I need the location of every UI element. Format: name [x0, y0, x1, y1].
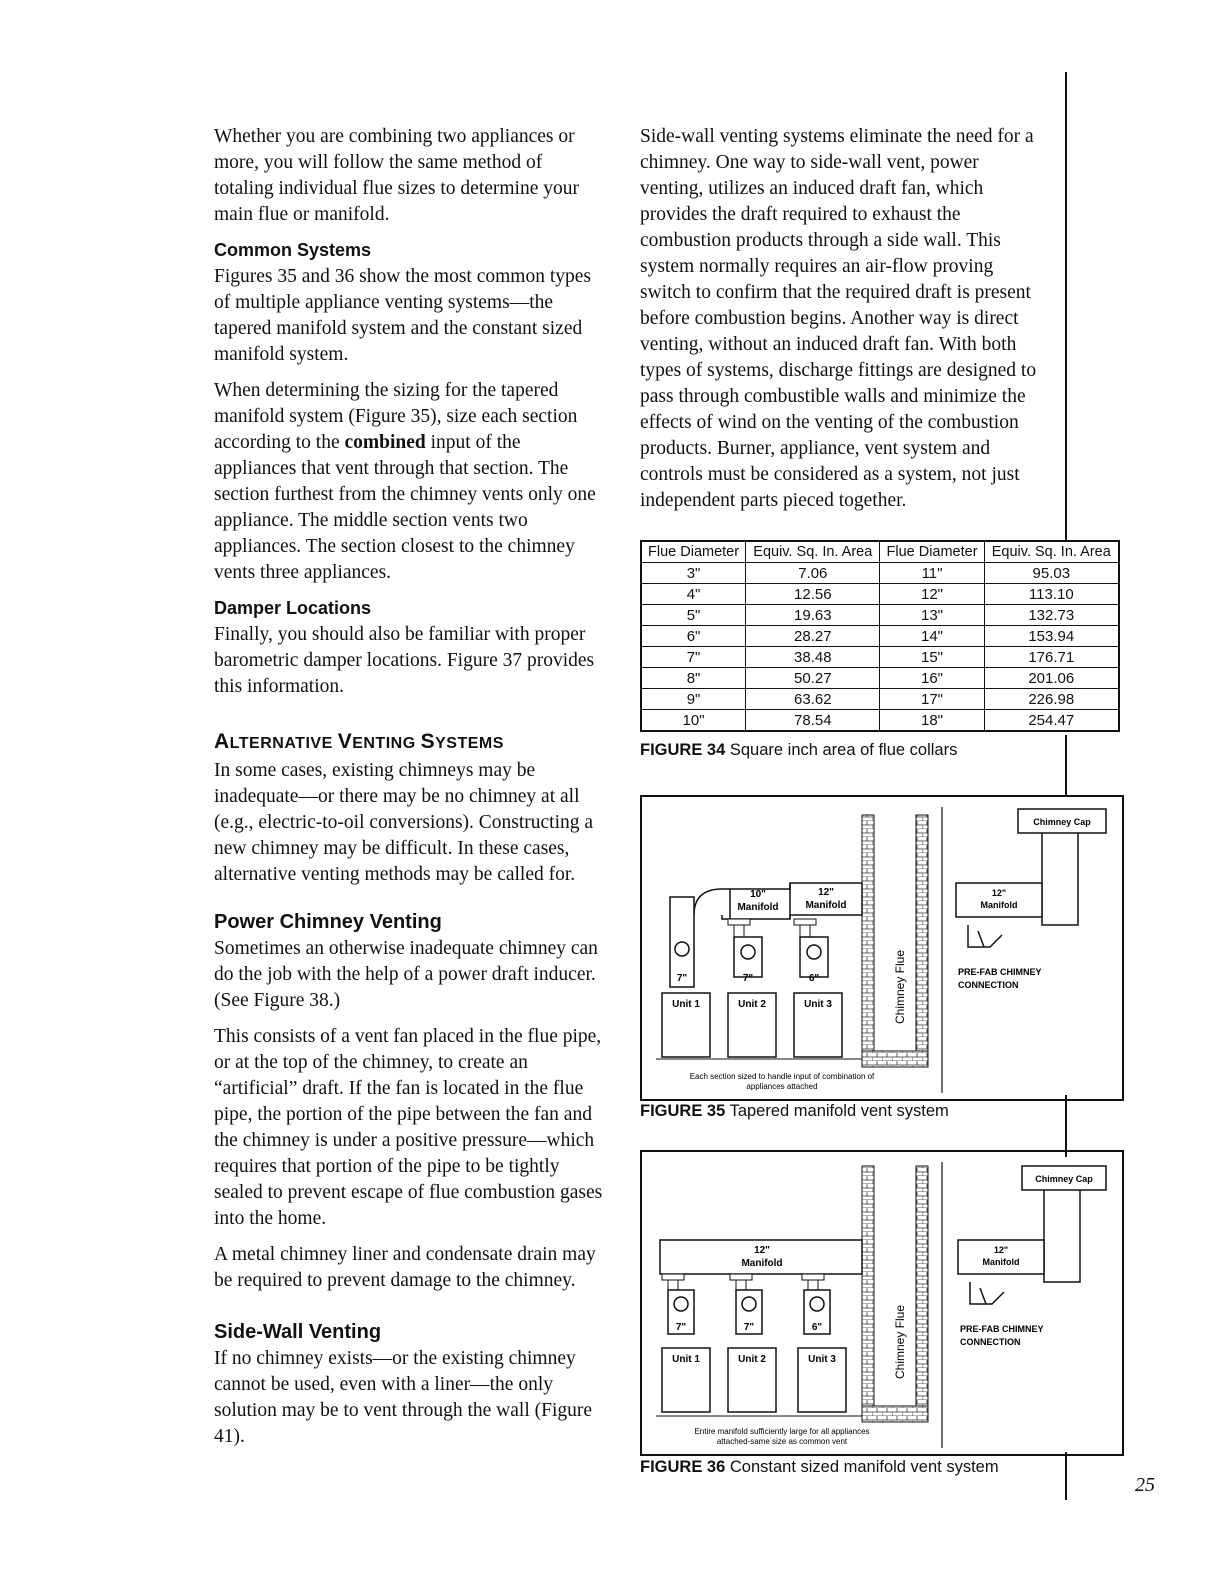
figure-36-note-line-1: Entire manifold sufficiently large for all appliances	[694, 1427, 870, 1436]
pipe-3-size: 6"	[808, 973, 820, 984]
figure-36-caption	[640, 1458, 999, 1477]
common-systems-paragraph-2	[214, 378, 606, 586]
table-cell: 63.62	[746, 689, 880, 710]
power-chimney-paragraph-2: This consists of a vent fan placed in the flue pipe, or at the top of the chimney, to create an “artificial” draft. If the fan is located in the flue pipe, the portion of the pipe between the fan and the chimney is under a positive pressure—which requires that portion of the pipe to be tightly sealed to prevent escape of flue combustion gases into the home.	[214, 1026, 603, 1229]
power-chimney-paragraph-3: A metal chimney liner and condensate drain may be required to prevent damage to the chimney.	[214, 1244, 596, 1291]
table-cell: 132.73	[984, 605, 1119, 626]
heading-letter-s: S	[420, 730, 436, 753]
para2-text-after: input of the appliances that vent through that section. The section furthest from the chimney vents only one appliance. The middle section vents two appliances. The section closest to the chimney vents three appliances.	[214, 432, 596, 583]
prefab-manifold-word: Manifold	[980, 900, 1018, 910]
damper-icon	[742, 1297, 756, 1311]
damper-symbol	[970, 1282, 1004, 1304]
common-systems-heading: Common Systems	[214, 240, 372, 260]
figure-35-note-line-2: appliances attached	[746, 1082, 818, 1091]
table-row	[641, 626, 1119, 647]
table-cell: 3"	[641, 563, 746, 584]
table-cell: 19.63	[746, 605, 880, 626]
figure-35-text: Tapered manifold vent system	[725, 1102, 949, 1120]
column-rule-mid2	[1065, 1095, 1067, 1157]
chimney-right-wall	[916, 1166, 928, 1422]
side-wall-heading: Side-Wall Venting	[214, 1321, 382, 1343]
table-cell: 28.27	[746, 626, 880, 647]
table-cell: 176.71	[984, 647, 1119, 668]
table-row	[641, 647, 1119, 668]
manifold-a-size: 10"	[750, 889, 766, 900]
heading-letter-v: V	[337, 730, 353, 753]
chimney-flue-label: Chimney Flue	[893, 949, 907, 1025]
alternative-paragraph: In some cases, existing chimneys may be inadequate—or there may be no chimney at all (e.g., electric-to-oil conversions). Constructing a new chimney may be difficult. In these cases, alternative venting methods may be called for.	[214, 760, 594, 885]
figure-36-text: Constant sized manifold vent system	[725, 1458, 999, 1476]
chimney-base	[862, 1406, 928, 1422]
column-rule-bottom	[1065, 1452, 1067, 1500]
table-cell: 17"	[880, 689, 984, 710]
damper-icon	[741, 945, 755, 959]
alternative-venting-heading	[214, 730, 606, 754]
table-cell: 12.56	[746, 584, 880, 605]
side-wall-continued-paragraph: Side-wall venting systems eliminate the need for a chimney. One way to side-wall vent, power venting, utilizes an induced draft fan, which provides the draft required to exhaust the combustion products through a side wall. This system normally requires an air-flow proving switch to confirm that the required draft is present before combustion begins. Another way is direct venting, without an induced draft fan. With both types of systems, discharge fittings are designed to pass through combustible walls and minimize the effects of wind on the venting of the combustion products. Burner, appliance, vent system and controls must be considered as a system, not just independent parts pieced together.	[640, 126, 1037, 511]
right-column	[640, 124, 1040, 524]
figure-36-diagram	[640, 1150, 1124, 1456]
page-number: 25	[1135, 1474, 1155, 1496]
prefab-connection-line-1: PRE-FAB CHIMNEY	[958, 967, 1042, 977]
figure-36-note-line-2: attached-same size as common vent	[716, 1437, 848, 1446]
table-cell: 14"	[880, 626, 984, 647]
unit-2-label: Unit 2	[738, 999, 766, 1010]
pipe-3-size: 6"	[811, 1322, 823, 1333]
figure-36-label: FIGURE 36	[640, 1458, 726, 1476]
table-cell: 6"	[641, 626, 746, 647]
heading-rest-v: ENTING	[352, 735, 421, 752]
para2-text-before: When determining the sizing for the tapered manifold system (Figure 35), size each section according to the	[214, 380, 578, 453]
figure-35-diagram	[640, 795, 1124, 1101]
side-wall-paragraph: If no chimney exists—or the existing chimney cannot be used, even with a liner—the only solution may be to vent through the wall (Figure 41).	[214, 1348, 593, 1447]
table-row	[641, 563, 1119, 584]
damper-symbol	[968, 925, 1002, 947]
table-cell: 50.27	[746, 668, 880, 689]
chimney-flue-label: Chimney Flue	[893, 1304, 907, 1380]
header-area-1: Equiv. Sq. In. Area	[746, 541, 880, 563]
figure-35-label: FIGURE 35	[640, 1102, 726, 1120]
table-cell: 254.47	[984, 710, 1119, 732]
header-flue-diameter-1: Flue Diameter	[641, 541, 746, 563]
table-cell: 95.03	[984, 563, 1119, 584]
table-cell: 226.98	[984, 689, 1119, 710]
figure-34-caption	[640, 741, 957, 760]
table-cell: 7"	[641, 647, 746, 668]
chimney-cap-label: Chimney Cap	[1035, 1174, 1093, 1184]
figure-35-caption	[640, 1102, 949, 1121]
table-row	[641, 689, 1119, 710]
unit-1-label: Unit 1	[672, 999, 700, 1010]
table-cell: 11"	[880, 563, 984, 584]
damper-locations-paragraph: Finally, you should also be familiar with proper barometric damper locations. Figure 37 provides this information.	[214, 624, 595, 697]
damper-icon	[674, 1297, 688, 1311]
heading-rest-s: YSTEMS	[435, 735, 504, 752]
table-cell: 15"	[880, 647, 984, 668]
power-chimney-paragraph-1: Sometimes an otherwise inadequate chimney can do the job with the help of a power draft inducer. (See Figure 38.)	[214, 938, 598, 1011]
heading-rest-a: LTERNATIVE	[229, 735, 338, 752]
unit-1-label: Unit 1	[672, 1354, 700, 1365]
figure-34-label: FIGURE 34	[640, 741, 726, 759]
table-cell: 201.06	[984, 668, 1119, 689]
combined-emphasis: combined	[344, 432, 426, 453]
table-cell: 10"	[641, 710, 746, 732]
unit-3-label: Unit 3	[808, 1354, 836, 1365]
unit-3-label: Unit 3	[804, 999, 832, 1010]
table-cell: 153.94	[984, 626, 1119, 647]
manifold-a-word: Manifold	[737, 902, 779, 913]
heading-letter-a: A	[214, 730, 230, 753]
column-rule-top	[1065, 72, 1067, 542]
figure-35-note-line-1: Each section sized to handle input of combination of	[689, 1072, 875, 1081]
prefab-manifold-word: Manifold	[982, 1257, 1020, 1267]
table-cell: 38.48	[746, 647, 880, 668]
chimney-left-wall	[862, 1166, 874, 1406]
table-cell: 7.06	[746, 563, 880, 584]
chimney-left-wall	[862, 815, 874, 1051]
table-cell: 9"	[641, 689, 746, 710]
table-header-row	[641, 541, 1119, 563]
damper-icon	[807, 945, 821, 959]
manifold-size: 12"	[754, 1245, 770, 1256]
table-row	[641, 605, 1119, 626]
chimney-right-wall	[916, 815, 928, 1067]
power-chimney-heading: Power Chimney Venting	[214, 911, 442, 933]
table-row	[641, 584, 1119, 605]
pipe-1-size: 7"	[676, 973, 688, 984]
pipe-2-size: 7"	[743, 1322, 755, 1333]
pipe-1-size: 7"	[675, 1322, 687, 1333]
table-cell: 13"	[880, 605, 984, 626]
table-cell: 8"	[641, 668, 746, 689]
manifold-b-size: 12"	[818, 887, 834, 898]
figure-34-text: Square inch area of flue collars	[725, 741, 958, 759]
damper-locations-heading: Damper Locations	[214, 598, 372, 618]
table-cell: 78.54	[746, 710, 880, 732]
table-row	[641, 710, 1119, 732]
flue-area-table	[640, 540, 1120, 732]
common-systems-paragraph-1: Figures 35 and 36 show the most common types of multiple appliance venting systems—the tapered manifold system and the constant sized manifold system.	[214, 266, 591, 365]
header-flue-diameter-2: Flue Diameter	[880, 541, 984, 563]
left-column	[214, 124, 606, 1460]
damper-icon	[810, 1297, 824, 1311]
prefab-manifold-size: 12"	[991, 888, 1007, 898]
table-cell: 18"	[880, 710, 984, 732]
table-cell: 5"	[641, 605, 746, 626]
prefab-connection-line-2: CONNECTION	[960, 1337, 1021, 1347]
table-cell: 16"	[880, 668, 984, 689]
table-cell: 113.10	[984, 584, 1119, 605]
chimney-base	[862, 1051, 928, 1067]
prefab-connection-line-1: PRE-FAB CHIMNEY	[960, 1324, 1044, 1334]
manifold-b-word: Manifold	[805, 900, 847, 911]
column-rule-mid	[1065, 735, 1067, 797]
intro-paragraph: Whether you are combining two appliances or more, you will follow the same method of totaling individual flue sizes to determine your main flue or manifold.	[214, 126, 579, 225]
table-cell: 12"	[880, 584, 984, 605]
header-area-2: Equiv. Sq. In. Area	[984, 541, 1119, 563]
manifold-word: Manifold	[741, 1258, 783, 1269]
prefab-connection-line-2: CONNECTION	[958, 980, 1019, 990]
chimney-cap-label: Chimney Cap	[1033, 817, 1091, 827]
pipe-2-size: 7"	[742, 973, 754, 984]
unit-2-label: Unit 2	[738, 1354, 766, 1365]
table-row	[641, 668, 1119, 689]
table-cell: 4"	[641, 584, 746, 605]
prefab-manifold-size: 12"	[993, 1245, 1009, 1255]
damper-icon	[675, 942, 689, 956]
